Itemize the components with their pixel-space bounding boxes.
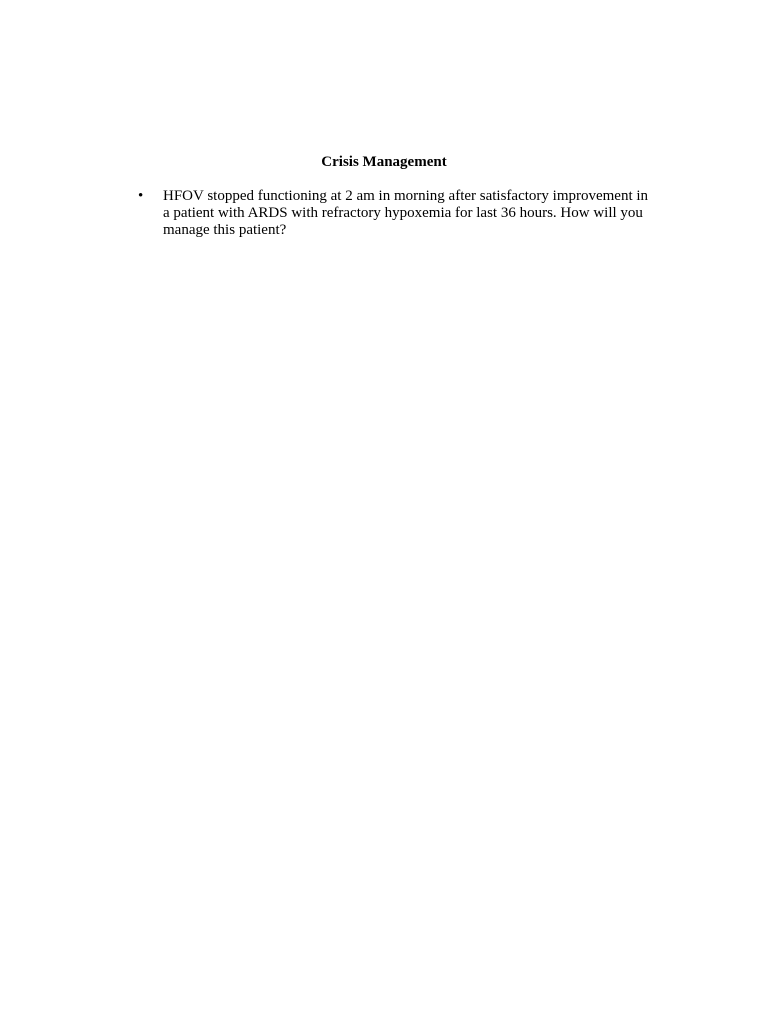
- list-item-text: HFOV stopped functioning at 2 am in morning after satisfactory improvement in a patient with ARDS with refractory hypoxemia for last 36 hours. How will you manage this patient?: [163, 188, 649, 238]
- list-item: [138, 188, 658, 239]
- bullet-icon: •: [138, 188, 144, 204]
- bullet-list: [138, 188, 658, 239]
- document-title: Crisis Management: [321, 154, 447, 170]
